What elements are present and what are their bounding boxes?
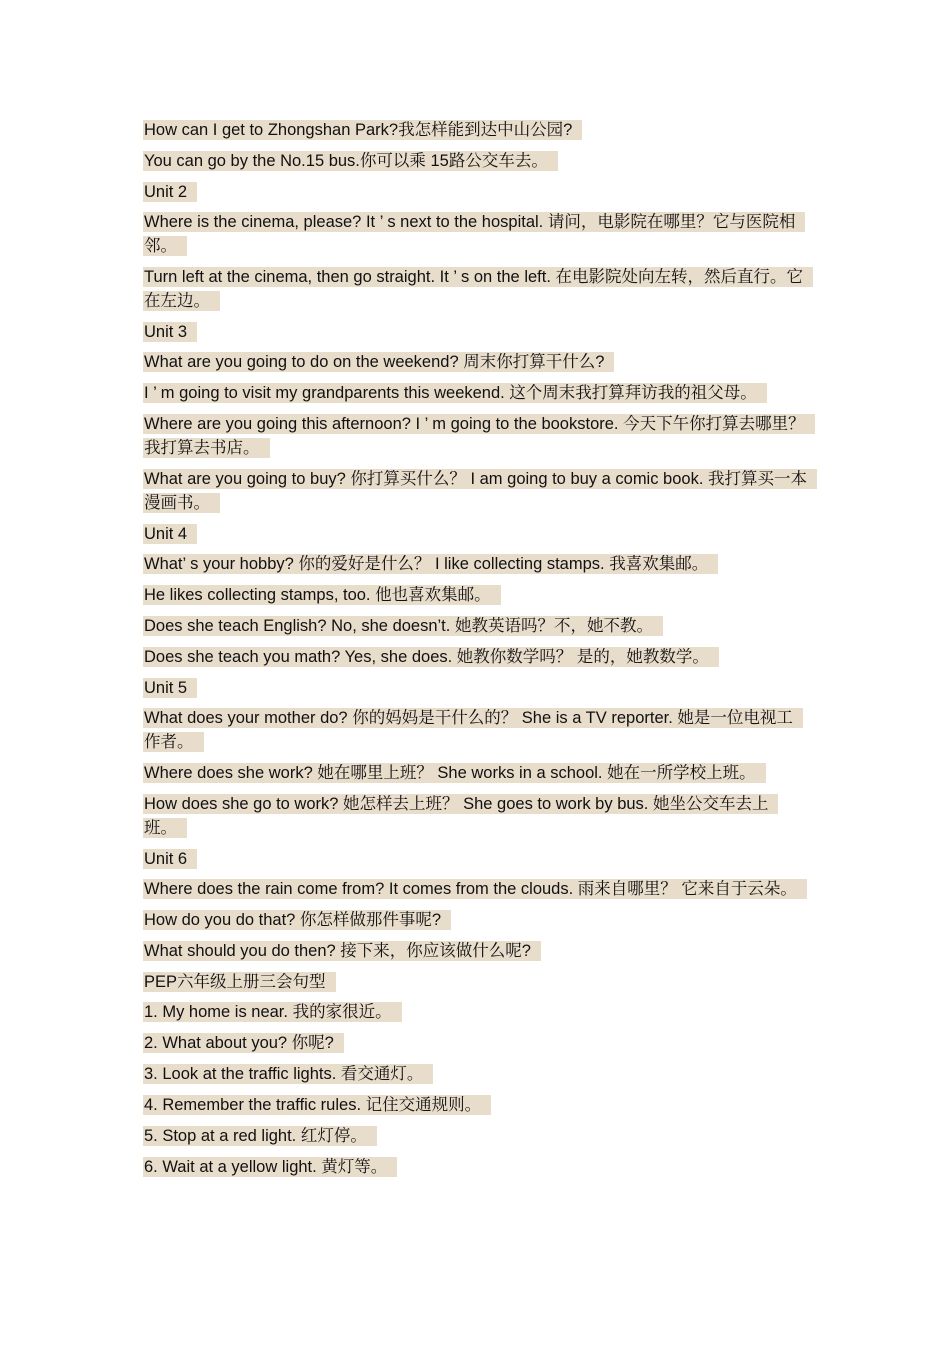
- unit-heading: [143, 676, 808, 700]
- sentence-text: 6. Wait at a yellow light. 黄灯等。: [143, 1157, 397, 1177]
- sentence-line: [143, 210, 808, 258]
- sentence-line: [143, 706, 808, 754]
- sentence-text: I ’ m going to visit my grandparents this weekend. 这个周末我打算拜访我的祖父母。: [143, 383, 767, 403]
- unit-heading: [143, 847, 808, 871]
- sentence-line: [143, 583, 808, 607]
- numbered-sentence: [143, 1000, 808, 1024]
- numbered-sentence: [143, 1155, 808, 1179]
- sentence-line: [143, 761, 808, 785]
- sentence-text: Where are you going this afternoon? I ’ m going to the bookstore. 今天下午你打算去哪里？我打算去书店。: [143, 414, 815, 458]
- sentence-text: 4. Remember the traffic rules. 记住交通规则。: [143, 1095, 491, 1115]
- numbered-sentence: [143, 1031, 808, 1055]
- sentence-text: Does she teach English? No, she doesn’t. 她教英语吗？不，她不教。: [143, 616, 663, 636]
- sentence-text: 3. Look at the traffic lights. 看交通灯。: [143, 1064, 433, 1084]
- sentence-text: What’ s your hobby? 你的爱好是什么？ I like collecting stamps. 我喜欢集邮。: [143, 554, 718, 574]
- unit-heading-text: Unit 2: [143, 182, 197, 202]
- sentence-text: 2. What about you? 你呢?: [143, 1033, 344, 1053]
- sentence-text: He likes collecting stamps, too. 他也喜欢集邮。: [143, 585, 501, 605]
- sentence-text: Where does the rain come from? It comes from the clouds. 雨来自哪里？ 它来自于云朵。: [143, 879, 807, 899]
- sentence-text: How does she go to work? 她怎样去上班？ She goes to work by bus. 她坐公交车去上班。: [143, 794, 778, 838]
- sentence-line: [143, 265, 808, 313]
- sentence-text: 1. My home is near. 我的家很近。: [143, 1002, 402, 1022]
- sentence-text: You can go by the No.15 bus.你可以乘 15路公交车去。: [143, 151, 558, 171]
- sentence-text: What does your mother do? 你的妈妈是干什么的？ She is a TV reporter. 她是一位电视工作者。: [143, 708, 803, 752]
- sentence-text: How do you do that? 你怎样做那件事呢?: [143, 910, 451, 930]
- sentence-line: [143, 552, 808, 576]
- section-heading-text: PEP六年级上册三会句型: [143, 972, 336, 992]
- sentence-line: [143, 118, 808, 142]
- numbered-sentence: [143, 1124, 808, 1148]
- unit-heading: [143, 320, 808, 344]
- unit-heading-text: Unit 4: [143, 524, 197, 544]
- sentence-line: [143, 350, 808, 374]
- sentence-text: Turn left at the cinema, then go straight. It ’ s on the left. 在电影院处向左转，然后直行。它在左边。: [143, 267, 813, 311]
- numbered-sentence: [143, 1062, 808, 1086]
- sentence-line: [143, 149, 808, 173]
- unit-heading: [143, 522, 808, 546]
- sentence-text: What are you going to do on the weekend? 周末你打算干什么?: [143, 352, 614, 372]
- sentence-text: Where is the cinema, please? It ’ s next to the hospital. 请问，电影院在哪里？它与医院相邻。: [143, 212, 805, 256]
- sentence-line: [143, 614, 808, 638]
- sentence-text: What are you going to buy? 你打算买什么？ I am going to buy a comic book. 我打算买一本漫画书。: [143, 469, 817, 513]
- sentence-text: What should you do then? 接下来，你应该做什么呢?: [143, 941, 541, 961]
- document-page: [143, 118, 808, 1186]
- sentence-line: [143, 939, 808, 963]
- sentence-line: [143, 412, 808, 460]
- sentence-line: [143, 792, 808, 840]
- numbered-sentence: [143, 1093, 808, 1117]
- unit-heading: [143, 180, 808, 204]
- sentence-text: How can I get to Zhongshan Park?我怎样能到达中山公园?: [143, 120, 582, 140]
- sentence-line: [143, 467, 808, 515]
- unit-heading-text: Unit 6: [143, 849, 197, 869]
- unit-heading-text: Unit 5: [143, 678, 197, 698]
- sentence-line: [143, 381, 808, 405]
- sentence-text: Does she teach you math? Yes, she does. 她教你数学吗？ 是的，她教数学。: [143, 647, 719, 667]
- unit-heading-text: Unit 3: [143, 322, 197, 342]
- sentence-text: Where does she work? 她在哪里上班？ She works in a school. 她在一所学校上班。: [143, 763, 766, 783]
- sentence-line: [143, 645, 808, 669]
- sentence-line: [143, 908, 808, 932]
- section-heading: [143, 970, 808, 994]
- sentence-text: 5. Stop at a red light. 红灯停。: [143, 1126, 377, 1146]
- sentence-line: [143, 877, 808, 901]
